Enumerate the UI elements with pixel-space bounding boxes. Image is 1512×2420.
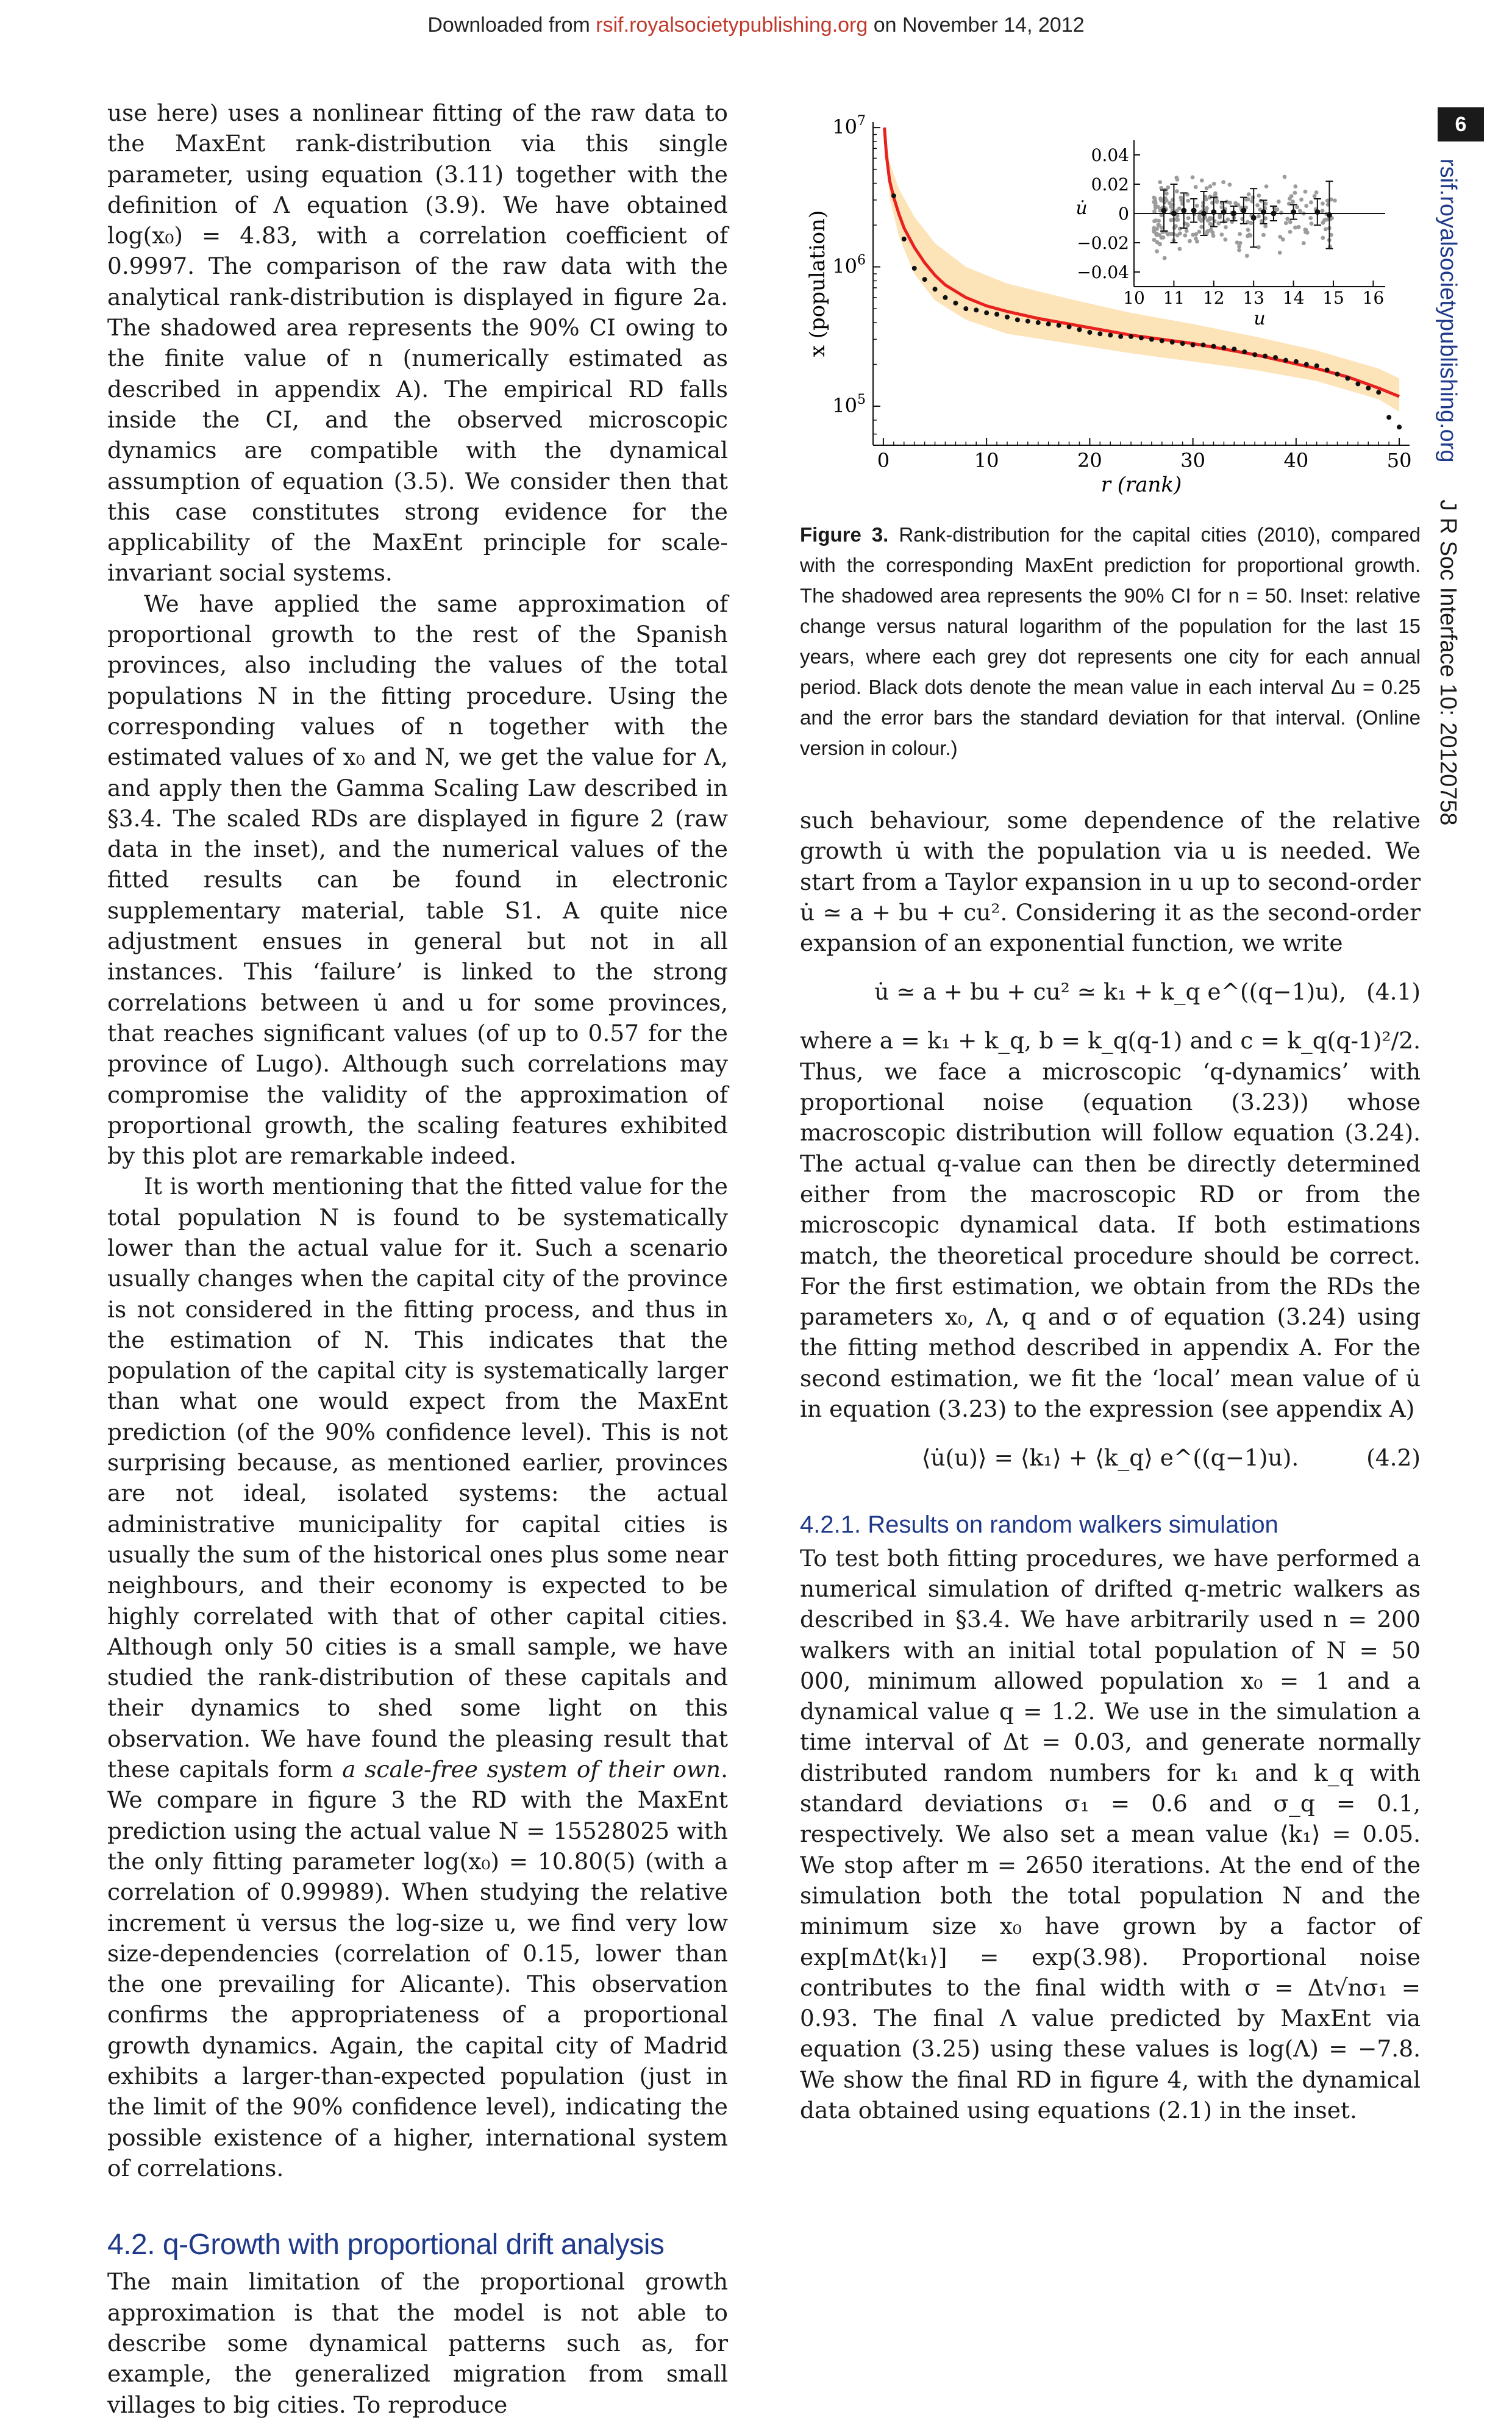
- inset-y-tick-label: −0.04: [1077, 262, 1129, 282]
- paragraph: The main limitation of the proportional growth approximation is that the model is not able to describe some dynamical patterns such as, for example, the generalized migration from small villages to big cities. To reproduce: [107, 2268, 728, 2418]
- y-tick-label: $10^6$: [832, 252, 866, 278]
- equation-number: (4.1): [1366, 978, 1421, 1006]
- left-column: [107, 98, 728, 2420]
- page-number: 6: [1438, 107, 1484, 141]
- equation-4-1: u̇ ≃ a + bu + cu² ≃ k₁ + k_q e^((q−1)u), (4.1): [800, 976, 1421, 1007]
- inset-y-tick-label: 0: [1118, 204, 1129, 224]
- paragraph: use here) uses a nonlinear fitting of the raw data to the MaxEnt rank-distribution via this single parameter, using equation (3.11) together with the definition of Λ equation (3.9). We have obtained log(x₀) = 4.83, with a correlation coefficient of 0.9997. The comparison of the raw data with the analytical rank-distribution is displayed in figure 2a. The shadowed area represents the 90% CI owing to the finite value of n (numerically estimated as described in appendix A). The empirical RD falls inside the CI, and the observed microscopic dynamics are compatible with the dynamical assumption of equation (3.5). We consider then that this case constitutes strong evidence for the applicability of the MaxEnt principle for scale-invariant social systems.: [107, 99, 728, 587]
- y-tick-label: $10^5$: [832, 392, 866, 418]
- x-tick-label: 30: [1180, 449, 1205, 472]
- figure-label: Figure 3.: [800, 523, 889, 546]
- inset-y-axis-label: u̇: [1075, 198, 1088, 220]
- emphasis: a scale-free system of their own: [342, 1756, 721, 1783]
- paragraph: such behaviour, some dependence of the relative growth u̇ with the population via u is needed. We start from a Taylor expansion in u up to second-order u̇ ≃ a + bu + cu². Considering it as the second-order expansion of an exponential function, we write: [800, 807, 1421, 957]
- y-axis-label: x (population): [805, 210, 830, 357]
- inset-x-tick-label: 13: [1243, 288, 1265, 308]
- equation-4-2: ⟨u̇(u)⟩ = ⟨k₁⟩ + ⟨k_q⟩ e^((q−1)u). (4.2): [800, 1442, 1421, 1473]
- x-tick-label: 40: [1283, 449, 1309, 472]
- inset-y-tick-label: 0.04: [1091, 145, 1129, 165]
- download-banner: Downloaded from rsif.royalsocietypublishing.org on November 14, 2012: [427, 13, 1085, 37]
- paragraph: It is worth mentioning that the fitted value for the total population N is found to be systematically lower than the actual value for it. Such a scenario usually changes when the capital city of the province is not considered in the fitting process, and thus in the estimation of N. This indicates that the population of the capital city is systematically larger than what one would expect from the MaxEnt prediction (of the 90% confidence level). This is not surprising because, as mentioned earlier, provinces are not ideal, isolated systems: the actual administrative municipality for capital cities is usually the sum of the historical ones plus some near neighbours, and their economy is expected to be highly correlated with that of other capital cities. Although only 50 cities is a small sample, we have studied the rank-distribution of these capitals and their dynamics to shed some light on this observation. We have found the pleasing result that these capitals form a scale-free system of their own. We compare in figure 3 the RD with the MaxEnt prediction using the actual value N = 15528025 with the only fitting parameter log(x₀) = 10.80(5) (with a correlation of 0.99989). When studying the relative increment u̇ versus the log-size u, we find very low size-dependencies (correlation of 0.15, lower than the one prevailing for Alicante). This observation confirms the appropriateness of a proportional growth dynamics. Again, the capital city of Madrid exhibits a larger-than-expected population (just in the limit of the 90% confidence level), indicating the possible existence of a higher, international system of correlations.: [107, 1173, 728, 2182]
- section-heading: 4.2. q-Growth with proportional drift analysis: [107, 2228, 665, 2261]
- paragraph: where a = k₁ + k_q, b = k_q(q-1) and c = k_q(q-1)²/2. Thus, we face a microscopic ‘q-dynamics’ with proportional noise (equation (3.23)) whose macroscopic distribution will follow equation (3.24). The actual q-value can then be directly determined either from the macroscopic RD or from the microscopic dynamical data. If both estimations match, the theoretical procedure should be correct. For the first estimation, we obtain from the RDs the parameters x₀, Λ, q and σ of equation (3.24) using the fitting method described in appendix A. For the second estimation, we fit the ‘local’ mean value of u̇ in equation (3.23) to the expression (see appendix A): [800, 1027, 1421, 1423]
- inset-y-tick-label: −0.02: [1077, 233, 1129, 253]
- x-tick-label: 50: [1386, 449, 1412, 472]
- paragraph: We have applied the same approximation of proportional growth to the rest of the Spanish provinces, also including the values of the total populations N in the fitting procedure. Using the corresponding values of n together with the estimated values of x₀ and N, we get the value for Λ, and apply then the Gamma Scaling Law described in §3.4. The scaled RDs are displayed in figure 2 (raw data in the inset), and the numerical values of the fitted results can be found in electronic supplementary material, table S1. A quite nice adjustment ensues in general but not in all instances. This ‘failure’ is linked to the strong correlations between u̇ and u for some provinces, that reaches significant values (of up to 0.57 for the province of Lugo). Although such correlations may compromise the validity of the approximation of proportional growth, the scaling features exhibited by this plot are remarkable indeed.: [107, 590, 728, 1170]
- inset-y-tick-label: 0.02: [1091, 174, 1129, 195]
- journal-site-link[interactable]: rsif.royalsocietypublishing.org: [596, 13, 868, 37]
- inset-x-tick-label: 16: [1362, 288, 1385, 308]
- y-tick-label: $10^7$: [832, 113, 866, 139]
- sidebar-journal: J R Soc Interface 10: 20120758: [1435, 499, 1461, 826]
- inset-x-tick-label: 14: [1282, 288, 1305, 308]
- x-tick-label: 0: [877, 449, 890, 472]
- sidebar-site[interactable]: rsif.royalsocietypublishing.org: [1435, 159, 1461, 463]
- journal-sidebar: [1435, 159, 1461, 825]
- x-axis-label: r (rank): [1100, 473, 1182, 497]
- inset-x-axis-label: u: [1253, 308, 1266, 329]
- paragraph: To test both fitting procedures, we have performed a numerical simulation of drifted q-metric walkers as described in §3.4. We have arbitrarily used n = 200 walkers with an initial total population of N = 50 000, minimum allowed population x₀ = 1 and a dynamical value q = 1.2. We use in the simulation a time interval of Δt = 0.03, and generate normally distributed random numbers for k₁ and k_q with standard deviations σ₁ = 0.6 and σ_q = 0.1, respectively. We also set a mean value ⟨k₁⟩ = 0.05. We stop after m = 2650 iterations. At the end of the simulation both the total population N and the minimum size x₀ have grown by a factor of exp[mΔt⟨k₁⟩] = exp(3.98). Proportional noise contributes to the final width with σ = Δt√nσ₁ = 0.93. The final Λ value predicted by MaxEnt via equation (3.25) using these values is log(Λ) = −7.8. We show the final RD in figure 4, with the dynamical data obtained using equations (2.1) in the inset.: [800, 1544, 1421, 2124]
- inset-x-tick-label: 15: [1322, 288, 1344, 308]
- equation-number: (4.2): [1366, 1444, 1421, 1472]
- inset-x-tick-label: 12: [1202, 288, 1225, 308]
- inset-x-tick-label: 11: [1163, 288, 1185, 308]
- subsection-heading: 4.2.1. Results on random walkers simulation: [800, 1511, 1278, 1539]
- x-tick-label: 20: [1077, 449, 1102, 472]
- right-column: [800, 98, 1421, 2125]
- caption-text: Rank-distribution for the capital cities (2010), compared with the corresponding MaxEnt prediction for proportional growth. The shadowed area represents the 90% CI for n = 50. Inset: relative change versus natural logarithm of the population for the last 15 years, where each grey dot represents one city for each annual period. Black dots denote the mean value in each interval Δu = 0.25 and the error bars the standard deviation for that interval. (Online version in colour.): [800, 523, 1421, 759]
- x-tick-label: 10: [974, 449, 999, 472]
- inset-x-tick-label: 10: [1123, 288, 1145, 308]
